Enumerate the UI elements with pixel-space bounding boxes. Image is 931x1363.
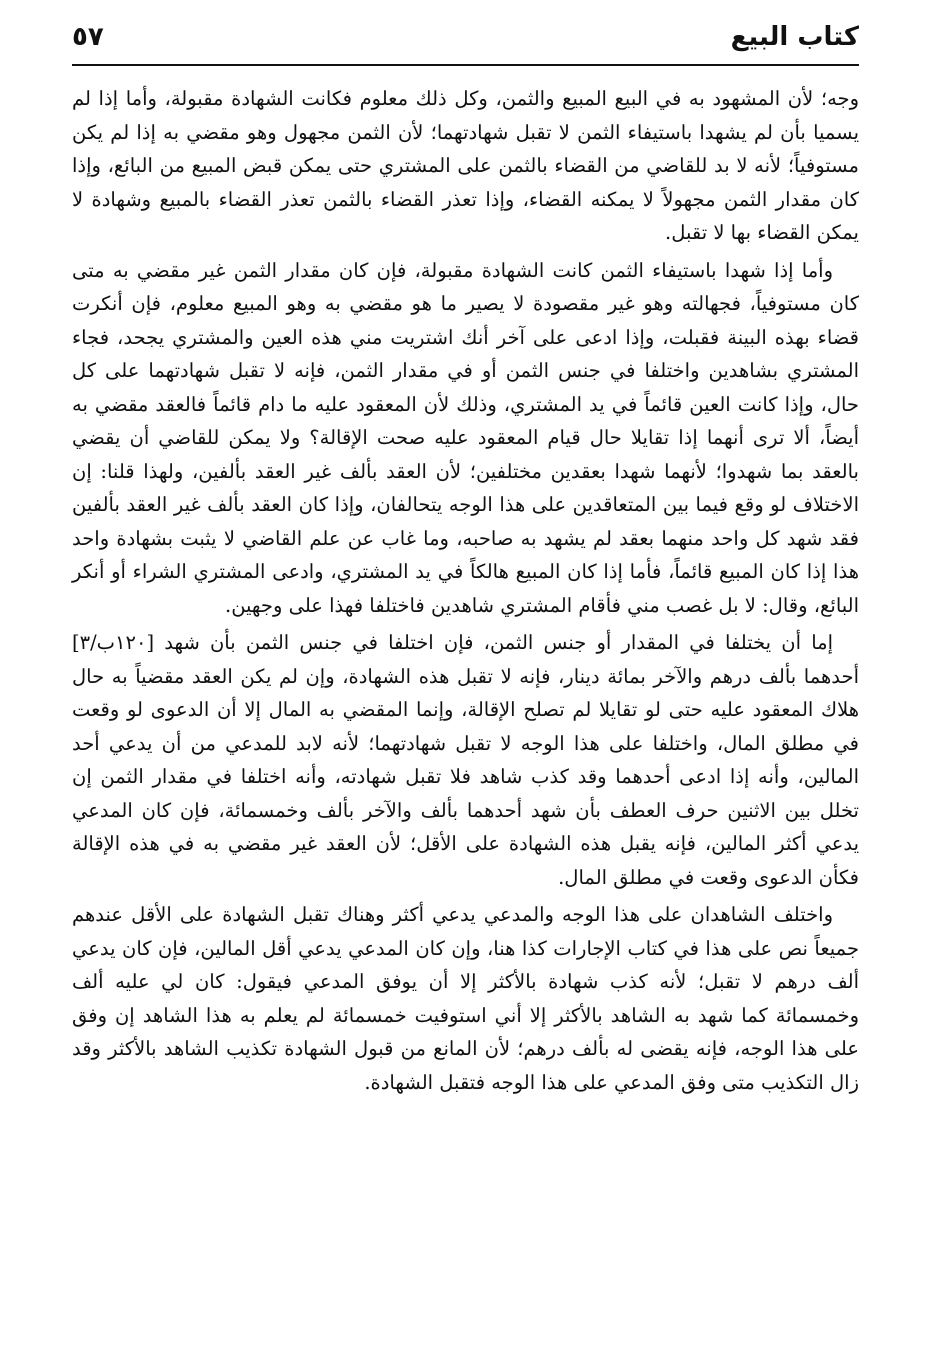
paragraph: وجه؛ لأن المشهود به في البيع المبيع والثمن، وكل ذلك معلوم فكانت الشهادة مقبولة، وأما إذا لم يسميا بأن لم يشهدا باستيفاء الثمن لا تقبل شهادتهما؛ لأن الثمن مجهول وهو مقضي به إذا لم يكن مستوفياً؛ لأنه لا بد للقاضي من القضاء بالثمن على المشتري حتى يمكن قبض المبيع من البائع، وإذا كان مقدار الثمن مجهولاً لا يمكنه القضاء، وإذا تعذر القضاء بالثمن تعذر القضاء بالمبيع وشهادة لا يمكن القضاء بها لا تقبل. — [72, 87, 859, 244]
header-title: كتاب البيع — [730, 22, 859, 52]
paragraph: واختلف الشاهدان على هذا الوجه والمدعي يدعي أكثر وهناك تقبل الشهادة على الأقل عندهم جميعاً نص على هذا في كتاب الإجارات كذا هنا، وإن كان المدعي يدعي أقل المالين، فإن كان يدعي ألف درهم لا تقبل؛ لأنه كذب شهادة بالأكثر إلا أن يوفق المدعي فيقول: كان لي عليه ألف وخمسمائة كما شهد به الشاهد بالأكثر إلا أني استوفيت خمسمائة لم يعلم به هذا الشاهد إن وفق على هذا الوجه، فإنه يقضى له بألف درهم؛ لأن المانع من قبول الشهادة تكذيب الشاهد بالأكثر وقد زال التكذيب متى وفق المدعي على هذا الوجه فتقبل الشهادة. — [72, 903, 859, 1094]
page-number: ٥٧ — [72, 22, 104, 52]
paragraph: إما أن يختلفا في المقدار أو جنس الثمن، فإن اختلفا في جنس الثمن بأن شهد [١٢٠ب/٣] أحدهما بألف درهم والآخر بمائة دينار، فإنه لا تقبل هذه الشهادة، وإن لم يكن العقد مقضياً به حال هلاك المعقود عليه حتى لو تقايلا لم تصلح الإقالة، وإنما المقضي به المال إلا أن الدعوى لو وقعت في مطلق المال، واختلفا على هذا الوجه لا تقبل شهادتهما؛ لأنه لابد للمدعي من أن يدعي أحد المالين، وأنه إذا ادعى أحدهما وقد كذب شاهد فلا تقبل شهادته، وأنه اختلفا في مقدار الثمن إن تخلل بين الاثنين حرف العطف بأن شهد أحدهما بألف والآخر بألف وخمسمائة، فإن كان المدعي يدعي أكثر المالين، فإنه يقبل هذه الشهادة على الأقل؛ لأن العقد غير مقضي به في هذه الإقالة فكأن الدعوى وقعت في مطلق المال. — [72, 631, 859, 889]
body-text — [72, 82, 859, 1103]
running-header — [72, 18, 859, 66]
paragraph: وأما إذا شهدا باستيفاء الثمن كانت الشهادة مقبولة، فإن كان مقدار الثمن غير مقضي به متى كان مستوفياً، فجهالته وهو غير مقصودة لا يصير ما هو مقضي به وهو المبيع معلوم، فإن أنكرت قضاء بهذه البينة فقبلت، وإذا ادعى على آخر أنك اشتريت مني هذه العين والمشتري يجحد، فجاء المشتري بشاهدين واختلفا في جنس الثمن أو في مقدار الثمن، فإنه لا تقبل شهادتهما على كل حال، وإذا كانت العين قائماً في يد المشتري، وذلك لأن المعقود عليه ما دام قائماً فالعقد مقضي به أيضاً، ألا ترى أنهما إذا تقايلا حال قيام المعقود عليه صحت الإقالة؟ ولا يمكن للقاضي أن يقضي بالعقد بما شهدوا؛ لأنهما شهدا بعقدين مختلفين؛ لأن العقد بألف غير العقد بألفين، ولهذا قلنا: إن الاختلاف لو وقع فيما بين المتعاقدين على هذا الوجه يتحالفان، وإذا كان العقد بألف غير العقد بألفين فقد شهد كل واحد منهما بعقد لم يشهد به صاحبه، وما غاب عن علم القاضي لا يثبت بشهادة واحد هذا إذا كان المبيع قائماً، فأما إذا كان المبيع هالكاً في يد المشتري، وادعى المشتري الشراء أو أنكر البائع، وقال: لا بل غصب مني فأقام المشتري شاهدين فاختلفا فهذا على وجهين. — [72, 258, 859, 617]
